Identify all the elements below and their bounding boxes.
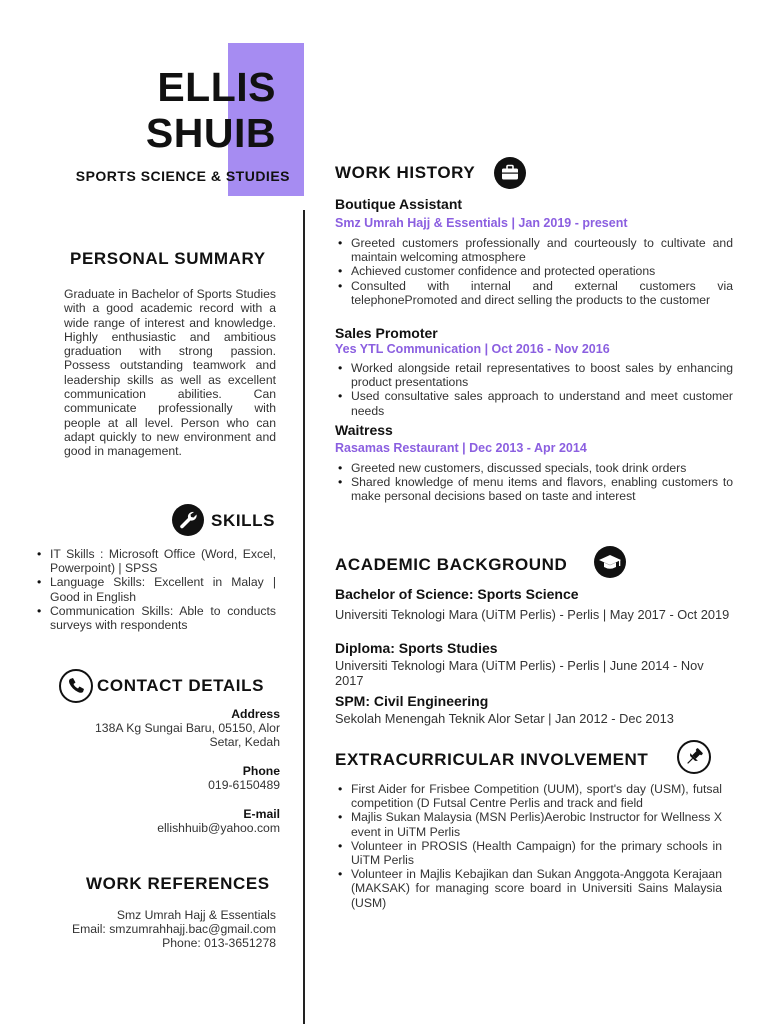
job-duties-list (335, 361, 733, 418)
address-value: 138A Kg Sungai Baru, 05150, Alor Setar, Kedah (95, 721, 280, 750)
extracurricular-item: • Volunteer in Majlis Kebajikan dan Sukan Anggota-Anggota Kerajaan (MAKSAK) for managing score board in Universiti Sains Malaysia (USM) (335, 867, 722, 910)
job-title: Sales Promoter (335, 325, 438, 341)
skills-list (34, 547, 276, 632)
job-duty: • Used consultative sales approach to understand and meet customer needs (335, 389, 733, 417)
extracurricular-item: • Volunteer in PROSIS (Health Campaign) for the primary schools in UiTM Perlis (335, 839, 722, 867)
job-duty: • Greeted customers professionally and courteously to cultivate and maintain welcoming atmosphere (335, 236, 733, 264)
job-subtitle: SPORTS SCIENCE & STUDIES (75, 168, 290, 184)
skills-heading: SKILLS (211, 511, 276, 530)
phone-icon (59, 669, 93, 703)
personal-summary-text: Graduate in Bachelor of Sports Studies with a good academic record with a wide range of interest and knowledge. Highly enthusiastic and ambitious graduation with strong passion. Possess outstanding teamwork and leadership skills as well as excellent communication abilities. Can communicate professionally with people at all level. Person who can adapt quickly to new environment and good in management. (64, 287, 276, 459)
job-meta: Yes YTL Communication | Oct 2016 - Nov 2016 (335, 342, 610, 356)
email-label: E-mail (243, 807, 280, 821)
reference-company: Smz Umrah Hajj & Essentials (116, 908, 276, 922)
extracurricular-heading: EXTRACURRICULAR INVOLVEMENT (335, 750, 649, 769)
job-duties-list (335, 236, 733, 307)
address-label: Address (231, 707, 280, 721)
reference-email[interactable]: Email: smzumrahhajj.bac@gmail.com (71, 922, 276, 936)
personal-summary-heading: PERSONAL SUMMARY (70, 249, 266, 268)
skill-item: • IT Skills : Microsoft Office (Word, Excel, Powerpoint) | SPSS (34, 547, 276, 575)
job-duty: • Worked alongside retail representatives to boost sales by enhancing product presentations (335, 361, 733, 389)
degree-title: Bachelor of Science: Sports Science (335, 586, 579, 602)
work-history-heading: WORK HISTORY (335, 163, 476, 182)
extracurricular-list (335, 782, 722, 910)
extracurricular-item: • First Aider for Frisbee Competition (UUM), sport's day (USM), futsal competition (D Futsal Centre Perlis and track and field (335, 782, 722, 810)
job-duty: • Greeted new customers, discussed specials, took drink orders (335, 461, 733, 475)
skill-item: • Communication Skills: Able to conducts surveys with respondents (34, 604, 276, 632)
degree-meta: Universiti Teknologi Mara (UiTM Perlis) - Perlis | May 2017 - Oct 2019 (335, 607, 730, 622)
email-value[interactable]: ellishhuib@yahoo.com (157, 821, 280, 835)
degree-title: Diploma: Sports Studies (335, 640, 498, 656)
graduation-cap-icon (594, 546, 626, 578)
last-name: SHUIB (145, 110, 276, 156)
phone-label: Phone (242, 764, 280, 778)
job-title: Waitress (335, 422, 393, 438)
phone-value: 019-6150489 (208, 778, 280, 792)
job-duties-list (335, 461, 733, 504)
reference-phone: Phone: 013-3651278 (162, 936, 276, 950)
job-duty: • Shared knowledge of menu items and flavors, enabling customers to make personal decisions based on taste and interest (335, 475, 733, 503)
first-name: ELLIS (157, 64, 276, 110)
academic-heading: ACADEMIC BACKGROUND (335, 555, 568, 574)
contact-heading: CONTACT DETAILS (97, 676, 265, 695)
job-meta: Rasamas Restaurant | Dec 2013 - Apr 2014 (335, 441, 587, 455)
degree-meta: Universiti Teknologi Mara (UiTM Perlis) - Perlis | June 2014 - Nov 2017 (335, 658, 704, 688)
work-references-heading: WORK REFERENCES (86, 874, 270, 893)
job-duty: • Consulted with internal and external customers via telephonePromoted and direct selling the products to the customer (335, 279, 733, 307)
degree-title: SPM: Civil Engineering (335, 693, 489, 709)
pushpin-icon (677, 740, 711, 774)
job-meta: Smz Umrah Hajj & Essentials | Jan 2019 - present (335, 216, 628, 230)
extracurricular-item: • Majlis Sukan Malaysia (MSN Perlis)Aerobic Instructor for Wellness X event in UiTM Perlis (335, 810, 722, 838)
column-divider (303, 210, 305, 1024)
skill-item: • Language Skills: Excellent in Malay | Good in English (34, 575, 276, 603)
degree-meta: Sekolah Menengah Teknik Alor Setar | Jan 2012 - Dec 2013 (335, 711, 674, 726)
job-duty: • Achieved customer confidence and protected operations (335, 264, 733, 278)
wrench-icon (172, 504, 204, 536)
job-title: Boutique Assistant (335, 196, 463, 212)
briefcase-icon (494, 157, 526, 189)
